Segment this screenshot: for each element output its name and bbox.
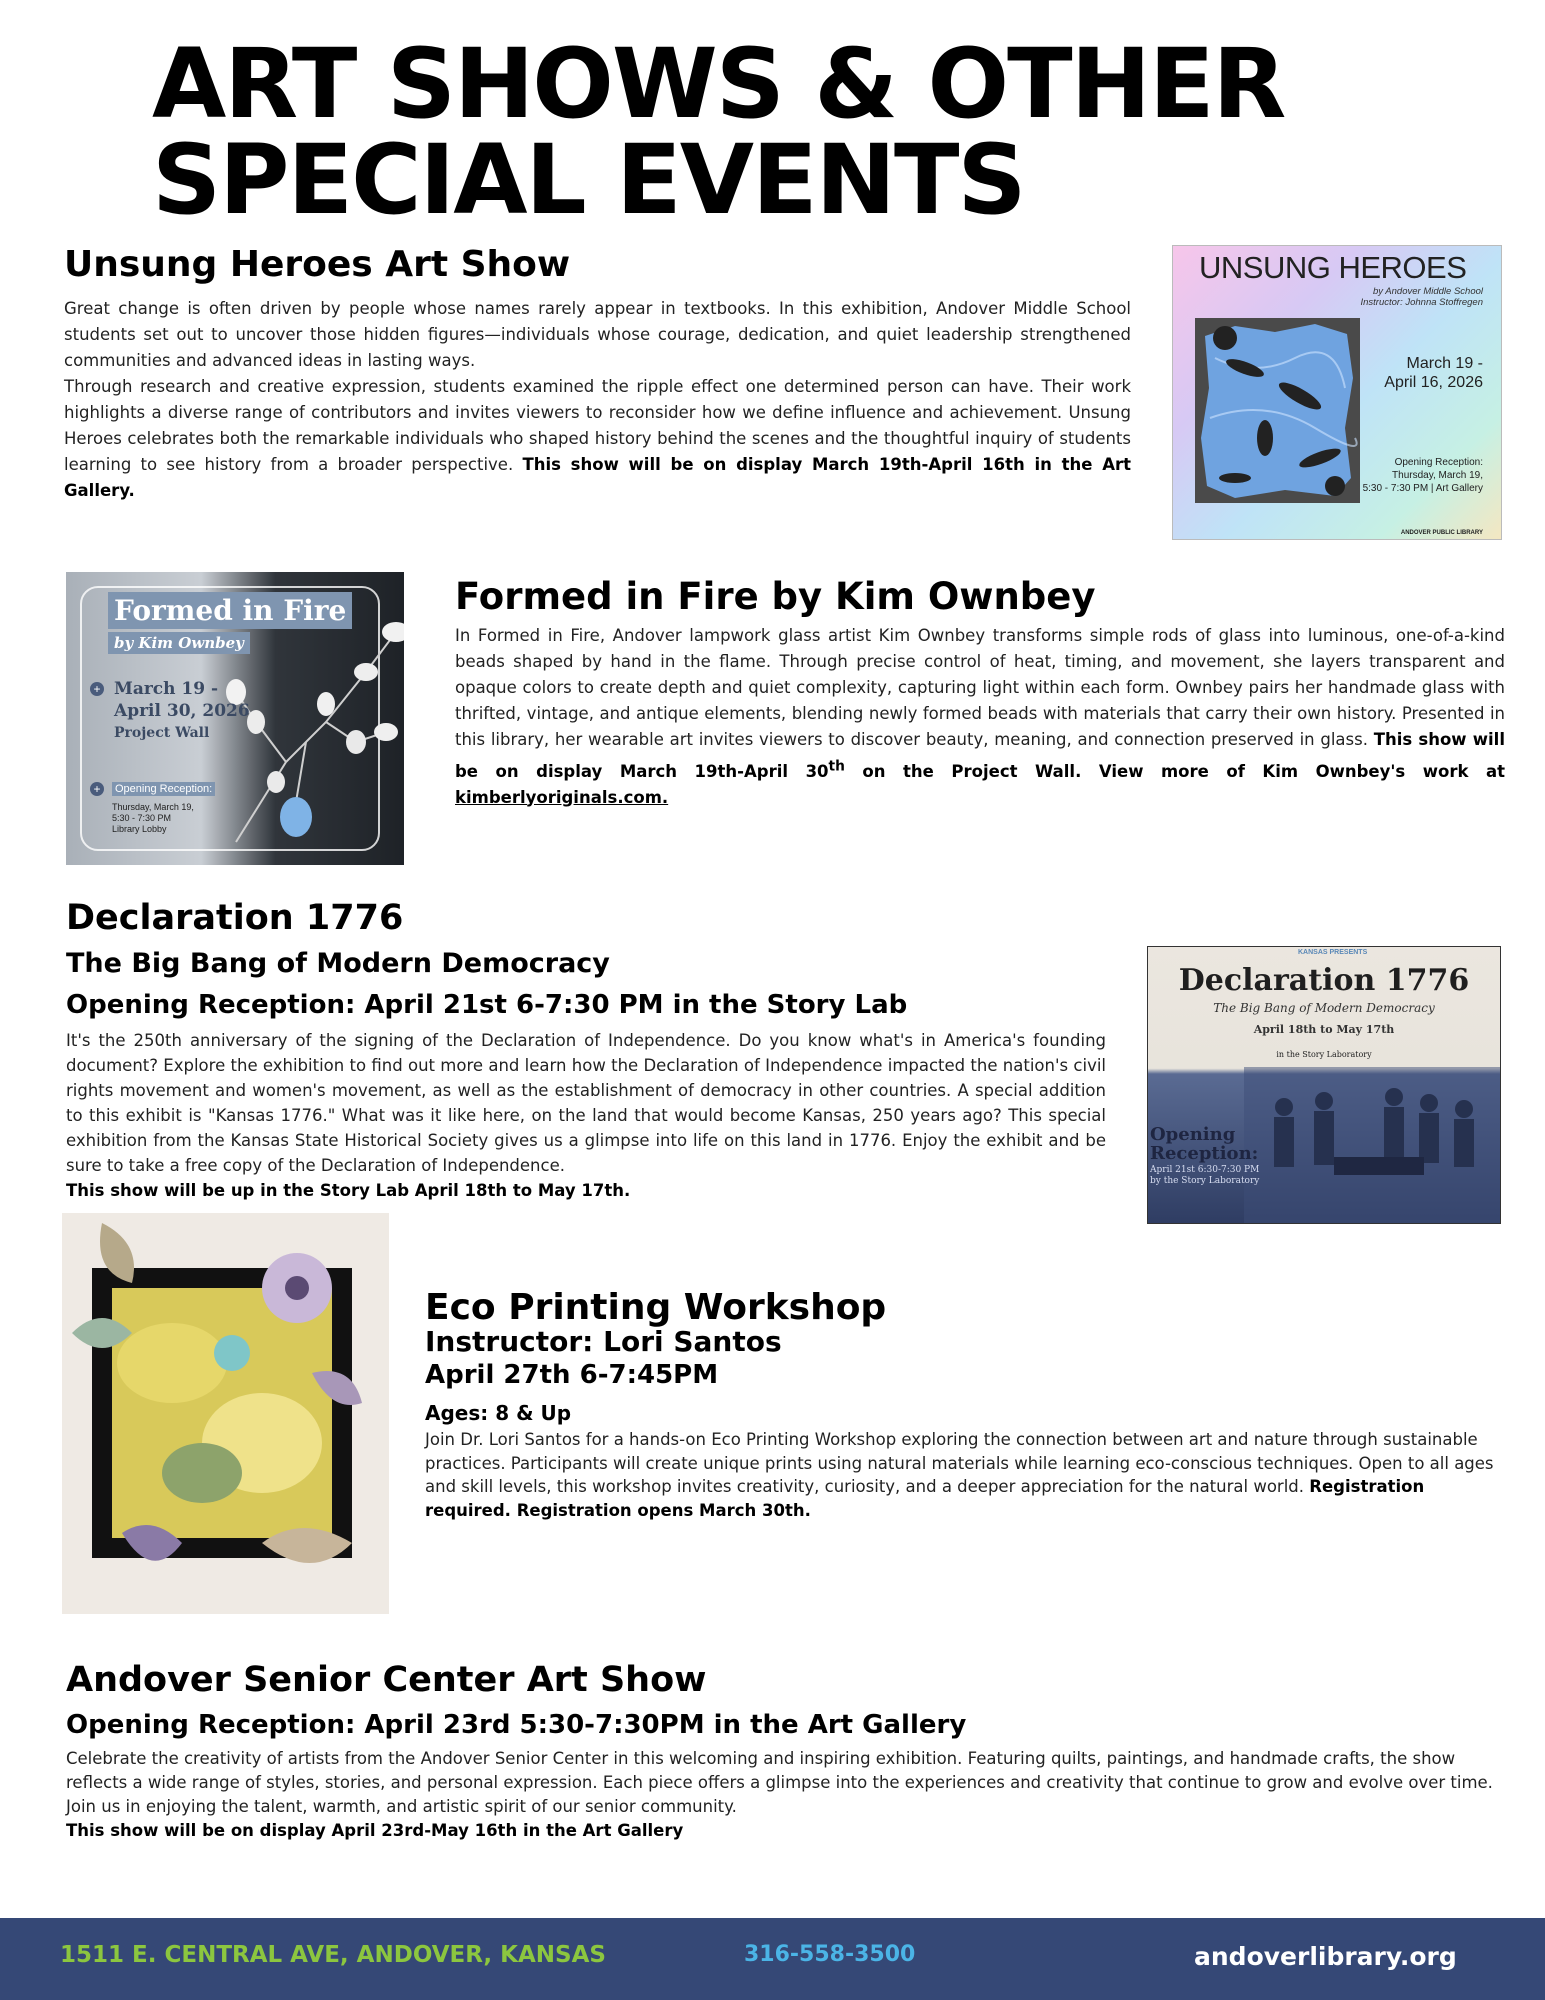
poster-dates: [114, 678, 250, 744]
poster-dates: [1384, 354, 1483, 392]
formed-in-fire-sup: th: [828, 758, 845, 774]
poster-dates2: April 16, 2026: [1384, 374, 1483, 391]
poster-dates: April 18th to May 17th: [1253, 1023, 1395, 1036]
formed-in-fire-poster: [66, 572, 404, 865]
poster-open1: Opening: [1150, 1124, 1236, 1145]
senior-center-heading: Andover Senior Center Art Show: [66, 1660, 707, 1700]
unsung-heroes-para1: Great change is often driven by people whose names rarely appear in textbooks. In this exhibition, Andover Middle School students set out to uncover those hidden figures—individuals whose courage, dedication, and quiet leadership strengthened communities and advanced ideas in lasting ways.: [64, 299, 1131, 370]
declaration-description: [66, 1028, 1106, 1203]
poster-location: in the Story Laboratory: [1276, 1050, 1372, 1059]
poster-rec3: Library Lobby: [112, 824, 167, 834]
plus-icon: +: [90, 782, 104, 796]
poster-sub1: by Andover Middle School: [1372, 286, 1483, 297]
poster-artwork: [1195, 318, 1360, 503]
kimberlyoriginals-link[interactable]: kimberlyoriginals.com.: [455, 787, 669, 807]
eco-printing-description: [425, 1428, 1500, 1522]
unsung-heroes-description: [64, 296, 1131, 504]
poster-location: Project Wall: [114, 725, 210, 741]
unsung-heroes-heading: Unsung Heroes Art Show: [64, 244, 571, 285]
footer-phone[interactable]: 316-558-3500: [744, 1942, 916, 1967]
page-title-line1: ART SHOWS & OTHER: [152, 28, 1285, 140]
poster-dates2: April 30, 2026: [114, 701, 250, 721]
footer-bar: [0, 1918, 1545, 2000]
page-title-line2: SPECIAL EVENTS: [152, 124, 1025, 236]
formed-in-fire-description: [455, 623, 1505, 811]
poster-dates1: March 19 -: [114, 679, 219, 699]
senior-center-text: Celebrate the creativity of artists from the Andover Senior Center in this welcoming and inspiring exhibition. Featuring quilts, paintings, and handmade crafts, the show reflects a wide range of styles, stories, and personal expression. Each piece offers a glimpse into the experiences and creativity that continue to grow and evolve over time. Join us in enjoying the talent, warmth, and artistic spirit of our senior community.: [66, 1749, 1493, 1816]
senior-center-description: [66, 1747, 1506, 1843]
poster-rec2: 5:30 - 7:30 PM: [112, 813, 172, 823]
poster-title: Declaration 1776: [1178, 963, 1470, 998]
poster-open2: Reception:: [1150, 1143, 1259, 1164]
unsung-heroes-para2-text: Through research and creative expression, students examined the ripple effect one determined person can have. Their work highlights a diverse range of contributors and invites viewers to reconsider how we define influence and achievement. Unsung Heroes celebrates both the remarkable individuals who shaped history behind the scenes and the thoughtful inquiry of students learning to see history from a broader perspective.: [64, 377, 1131, 474]
poster-reception: [1363, 456, 1483, 495]
signing-painting: [1244, 1067, 1500, 1223]
poster-byline: by Kim Ownbey: [108, 632, 250, 654]
poster-title: UNSUNG HEROES: [1199, 250, 1467, 285]
poster-subtitle: The Big Bang of Modern Democracy: [1213, 1001, 1435, 1015]
footer-website-link[interactable]: andoverlibrary.org: [1194, 1942, 1457, 1971]
unsung-heroes-poster: [1172, 245, 1502, 540]
poster-rec2: Thursday, March 19,: [1392, 470, 1483, 481]
eco-printing-text: Join Dr. Lori Santos for a hands-on Eco Printing Workshop exploring the connection between art and nature through sustainable practices. Participants will create unique prints using natural materials while learning eco-conscious techniques. Open to all ages and skill levels, this workshop invites creativity, curiosity, and a deeper appreciation for the natural world.: [425, 1430, 1494, 1496]
poster-sub2: Instructor: Johnna Stoffregen: [1360, 297, 1483, 308]
plus-icon: +: [90, 682, 104, 696]
page-title: [152, 28, 1472, 236]
senior-center-reception: Opening Reception: April 23rd 5:30-7:30PM in the Art Gallery: [66, 1710, 967, 1740]
formed-in-fire-bold2: on the Project Wall. View more of Kim Ownbey's work at: [844, 761, 1505, 781]
declaration-display-dates: This show will be up in the Story Lab April 18th to May 17th.: [66, 1181, 631, 1200]
poster-open4: by the Story Laboratory: [1150, 1176, 1260, 1186]
poster-reception-label: Opening Reception:: [112, 782, 215, 796]
eco-printing-ages: Ages: 8 & Up: [425, 1401, 572, 1425]
declaration-text: It's the 250th anniversary of the signing of the Declaration of Independence. Do you know what's in America's founding document? Explore the exhibition to find out more and learn how the Declaration of Independence impacted the nation's civil rights movement and women's movement, as well as the establishment of democracy in other countries. A special addition to this exhibit is "Kansas 1776." What was it like here, on the land that would become Kansas, 250 years ago? This special exhibition from the Kansas State Historical Society gives us a glimpse into life on this land in 1776. Enjoy the exhibit and be sure to take a free copy of the Declaration of Independence.: [66, 1031, 1106, 1175]
formed-in-fire-text: In Formed in Fire, Andover lampwork glass artist Kim Ownbey transforms simple rods of glass into luminous, one-of-a-kind beads shaped by hand in the flame. Through precise control of heat, timing, and movement, she layers transparent and opaque colors to create depth and quiet complexity, capturing light within each form. Ownbey pairs her handmade glass with thrifted, vintage, and antique elements, blending newly formed beads with materials that carry their own history. Presented in this library, her wearable art invites viewers to discover beauty, meaning, and connection preserved in glass.: [455, 626, 1505, 749]
poster-library-logo: ANDOVER PUBLIC LIBRARY: [1400, 530, 1483, 536]
formed-in-fire-heading: Formed in Fire by Kim Ownbey: [455, 575, 1096, 618]
declaration-heading: Declaration 1776: [66, 898, 404, 938]
poster-opening: [1150, 1125, 1258, 1163]
poster-title: Formed in Fire: [108, 592, 352, 629]
poster-reception: [112, 802, 194, 835]
formed-in-fire-bold1: This show will be on display March 19th-April 30: [455, 730, 1505, 781]
footer-address: 1511 E. CENTRAL AVE, ANDOVER, KANSAS: [60, 1942, 606, 1968]
declaration-poster: [1147, 946, 1501, 1224]
poster-subtitle: [1360, 286, 1483, 308]
eco-printing-artwork: [62, 1213, 389, 1614]
poster-rec1: Opening Reception:: [1394, 457, 1483, 468]
poster-rec3: 5:30 - 7:30 PM | Art Gallery: [1362, 483, 1483, 494]
poster-open3: April 21st 6:30-7:30 PM: [1150, 1165, 1260, 1175]
declaration-reception: Opening Reception: April 21st 6-7:30 PM in the Story Lab: [66, 990, 908, 1020]
eco-printing-registration: Registration required. Registration opens March 30th.: [425, 1477, 1425, 1520]
declaration-subheading: The Big Bang of Modern Democracy: [66, 948, 610, 979]
senior-center-display-dates: This show will be on display April 23rd-May 16th in the Art Gallery: [66, 1821, 684, 1840]
eco-printing-date: April 27th 6-7:45PM: [425, 1360, 719, 1390]
eco-printing-heading: Eco Printing Workshop: [425, 1287, 887, 1328]
poster-opening-details: [1150, 1165, 1259, 1187]
poster-dates1: March 19 -: [1406, 355, 1483, 372]
poster-rec1: Thursday, March 19,: [112, 802, 194, 812]
unsung-heroes-para2: [64, 374, 1131, 504]
unsung-heroes-display-dates: This show will be on display March 19th-April 16th in the Art Gallery.: [64, 455, 1131, 500]
eco-printing-instructor: Instructor: Lori Santos: [425, 1325, 782, 1358]
poster-kansas-label: KANSAS PRESENTS: [1298, 949, 1368, 956]
